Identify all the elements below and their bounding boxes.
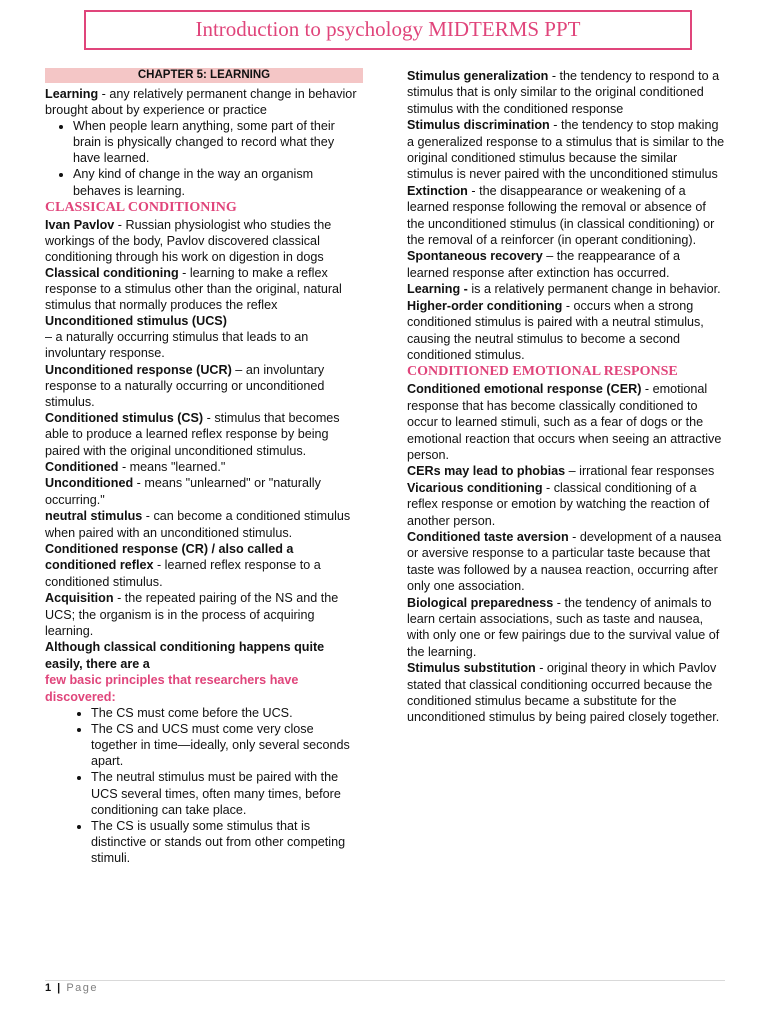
definition-stimulus-substitution: [407, 660, 725, 726]
definition-text: - can become a conditioned stimulus when paired with an unconditioned stimulus.: [45, 509, 351, 540]
left-column: [45, 68, 363, 866]
definition-cer: [407, 381, 725, 463]
definition-biological-preparedness: [407, 595, 725, 661]
definition-conditioned: [45, 459, 363, 475]
definition-ucs: [45, 313, 363, 361]
learning-bullets: [45, 118, 363, 198]
term: Unconditioned: [45, 476, 134, 491]
definition-acquisition: [45, 590, 363, 639]
definition-text: - emotional response that has become classically conditioned to occur to learned stimuli, such as a fear of dogs or the emotional reaction that occurs when seeing an attractive person.: [407, 382, 722, 462]
definition-ucr: [45, 362, 363, 410]
term: CERs may lead to phobias: [407, 464, 566, 479]
term: Classical conditioning: [45, 265, 179, 280]
term: Conditioned response (CR) / also called a conditioned reflex: [45, 542, 294, 573]
list-item: • The CS and UCS must come very close together in time—ideally, only several seconds apart.: [91, 721, 363, 769]
definition-text: – irrational fear responses: [565, 464, 715, 479]
term: Vicarious conditioning: [407, 480, 543, 495]
definition-text: - learned reflex response to a conditioned stimulus.: [45, 558, 321, 589]
definition-text: - the tendency of animals to learn certain associations, such as taste and nausea, with only one or few pairings due to the survival value of the learning.: [407, 595, 720, 659]
list-item: • When people learn anything, some part of their brain is physically changed to record what they have learned.: [73, 118, 363, 166]
principle-bullets: [45, 705, 363, 866]
definition-text: – the reappearance of a learned response after extinction has occurred.: [407, 249, 681, 280]
term: Conditioned taste aversion: [407, 529, 569, 544]
definition-text: - occurs when a strong conditioned stimulus is paired with a neutral stimulus, causing the neutral stimulus to become a second conditioned stimulus.: [407, 298, 704, 362]
principles-highlight: few basic principles that researchers have discovered:: [45, 673, 299, 704]
definition-text: - development of a nausea or aversive response to a particular taste because that taste was followed by a nausea reaction, occurring after only one association.: [407, 529, 722, 594]
definition-text: - learning to make a reflex response to a stimulus other than the original, natural stimulus that normally produces the reflex: [45, 265, 342, 313]
definition-text: - Russian physiologist who studies the workings of the body, Pavlov discovered classical conditioning through his work on digestion in dogs: [45, 217, 332, 264]
term: Ivan Pavlov: [45, 217, 115, 232]
definition-text: – an involuntary response to a naturally occurring or unconditioned stimulus.: [45, 362, 325, 409]
term: Stimulus discrimination: [407, 118, 550, 133]
term: Unconditioned response (UCR): [45, 362, 232, 377]
definition-conditioned-response: [45, 541, 363, 590]
principles-intro: [45, 639, 363, 705]
definition-extinction: [407, 183, 725, 249]
definition-text: - original theory in which Pavlov stated that classical conditioning occurred because the conditioned stimulus became a substitute for the unconditioned stimulus by being paired closely together.: [407, 661, 720, 725]
term: Spontaneous recovery: [407, 249, 543, 264]
definition-spontaneous-recovery: [407, 248, 725, 281]
definition-text: - the disappearance or weakening of a learned response following the removal or absence of the unconditioned stimulus (in classical conditioning) or the removal of a reinforcer (in operant conditioning).: [407, 183, 715, 248]
term: Extinction: [407, 183, 468, 198]
term: Acquisition: [45, 591, 114, 606]
definition-text: – a naturally occurring stimulus that leads to an involuntary response.: [45, 330, 309, 361]
document-title: Introduction to psychology MIDTERMS PPT: [195, 17, 581, 41]
page-separator: |: [52, 982, 67, 994]
term: neutral stimulus: [45, 509, 143, 524]
definition-higher-order-conditioning: [407, 298, 725, 364]
definition-vicarious-conditioning: [407, 480, 725, 529]
definition-text: - means "learned.": [118, 460, 226, 474]
term: Unconditioned stimulus (UCS): [45, 314, 227, 329]
definition-text: - the tendency to respond to a stimulus that is only similar to the original conditioned stimulus with the conditioned response: [407, 69, 720, 116]
definition-unconditioned: [45, 475, 363, 508]
term: Learning -: [407, 282, 468, 297]
definition-text: - stimulus that becomes able to produce a learned reflex response by being paired with the original unconditioned stimulus.: [45, 410, 340, 458]
term: Stimulus generalization: [407, 69, 549, 83]
page-footer: [45, 980, 725, 994]
list-item: • The CS is usually some stimulus that is distinctive or stands out from other competing stimuli.: [91, 818, 363, 866]
definition-stimulus-generalization: [407, 68, 725, 117]
definition-taste-aversion: [407, 529, 725, 595]
page-label: Page: [66, 982, 99, 994]
definition-classical-conditioning: [45, 265, 363, 313]
definition-text: - classical conditioning of a reflex response or emotion by watching the reaction of another person.: [407, 480, 710, 528]
section-heading-conditioned-emotional-response: CONDITIONED EMOTIONAL RESPONSE: [407, 364, 678, 380]
definition-text: - any relatively permanent change in behavior brought about by experience or practice: [45, 87, 357, 118]
term: Learning: [45, 87, 99, 101]
definition-learning: [45, 86, 363, 118]
definition-learning-2: [407, 281, 725, 297]
definition-text: - means "unlearned" or "naturally occurring.": [45, 476, 321, 507]
definition-stimulus-discrimination: [407, 117, 725, 183]
document-title-box: [84, 10, 692, 50]
term: Conditioned stimulus (CS): [45, 410, 204, 425]
principles-intro-text: Although classical conditioning happens quite easily, there are a: [45, 640, 325, 671]
term: Biological preparedness: [407, 595, 554, 610]
definition-text: is a relatively permanent change in behavior.: [467, 282, 721, 297]
definition-neutral-stimulus: [45, 508, 363, 541]
definition-text: - the tendency to stop making a generalized response to a stimulus that is similar to the original conditioned stimulus because the similar stimulus is never paired with the unconditioned stimulus: [407, 118, 725, 182]
right-column: [407, 68, 725, 726]
page-number: 1: [45, 982, 53, 994]
section-heading-classical-conditioning: CLASSICAL CONDITIONING: [45, 199, 237, 215]
list-item: • The CS must come before the UCS.: [91, 705, 363, 721]
definition-phobias: [407, 463, 725, 479]
definition-cs: [45, 410, 363, 459]
definition-pavlov: [45, 217, 363, 265]
term: Stimulus substitution: [407, 661, 536, 676]
term: Conditioned: [45, 460, 119, 474]
list-item: • Any kind of change in the way an organism behaves is learning.: [73, 166, 363, 198]
term: Higher-order conditioning: [407, 298, 563, 313]
definition-text: - the repeated pairing of the NS and the UCS; the organism is in the process of acquiring learning.: [45, 591, 339, 639]
chapter-heading: CHAPTER 5: LEARNING: [45, 68, 363, 83]
list-item: • The neutral stimulus must be paired with the UCS several times, often many times, before conditioning can take place.: [91, 769, 363, 817]
term: Conditioned emotional response (CER): [407, 382, 642, 397]
